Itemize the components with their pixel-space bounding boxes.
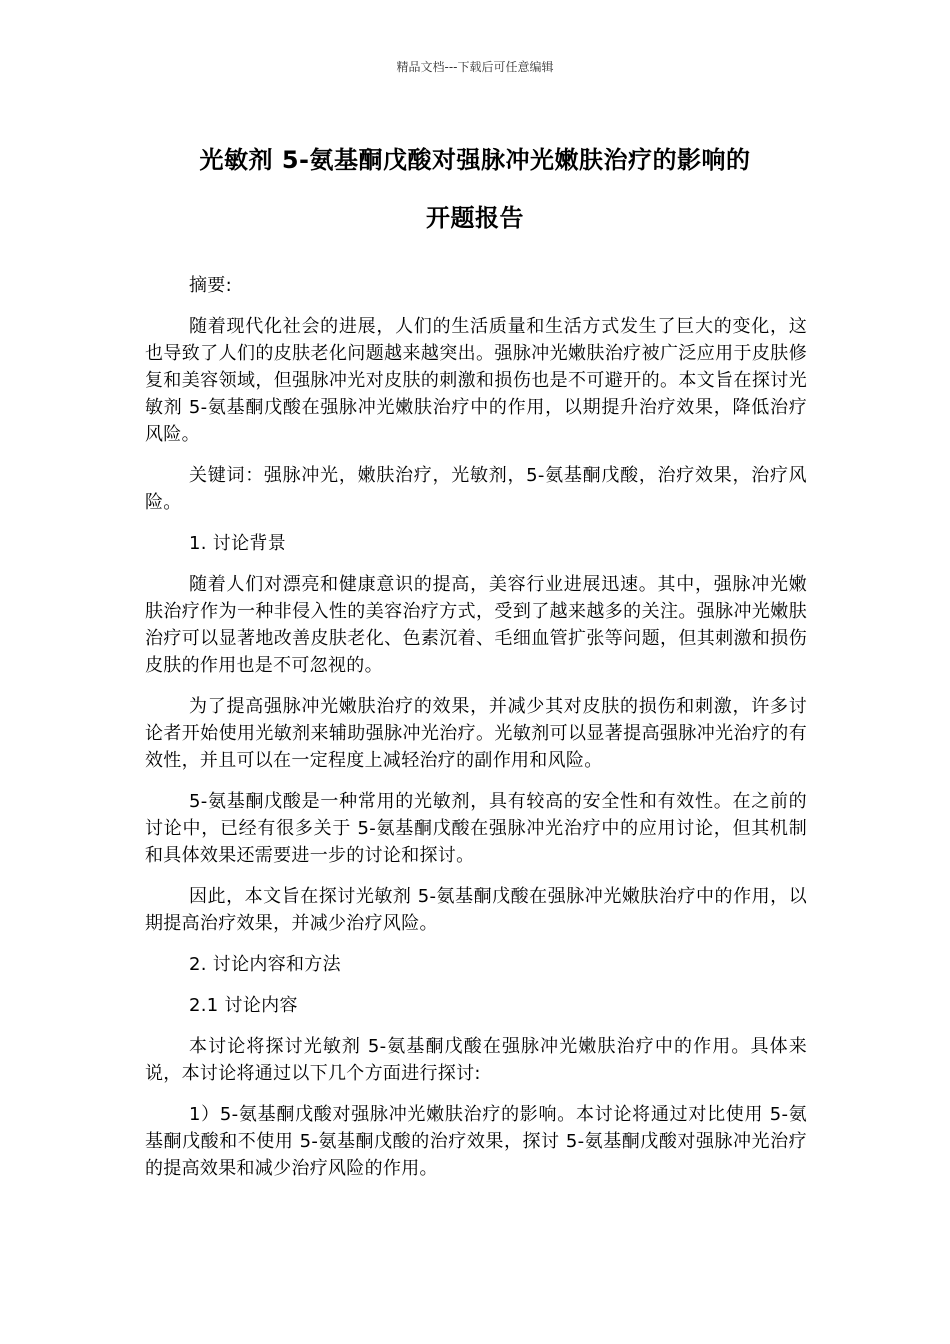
abstract-paragraph: 随着现代化社会的进展，人们的生活质量和生活方式发生了巨大的变化，这也导致了人们的皮肤老化问题越来越突出。强脉冲光嫩肤治疗被广泛应用于皮肤修复和美容领域，但强脉冲光对皮肤的刺激和损伤也是不可避开的。本文旨在探讨光敏剂 5-氨基酮戊酸在强脉冲光嫩肤治疗中的作用，以期提升治疗效果，降低治疗风险。 (145, 316, 807, 445)
keywords-paragraph: 关键词：强脉冲光，嫩肤治疗，光敏剂，5-氨基酮戊酸，治疗效果，治疗风险。 (145, 465, 807, 513)
section-heading-background: 1. 讨论背景 (189, 533, 286, 554)
content-paragraph-1: 本讨论将探讨光敏剂 5-氨基酮戊酸在强脉冲光嫩肤治疗中的作用。具体来说，本讨论将通过以下几个方面进行探讨: (145, 1036, 807, 1084)
title-line-1: 光敏剂 5-氨基酮戊酸对强脉冲光嫩肤治疗的影响的 (199, 146, 751, 174)
background-paragraph-4: 因此，本文旨在探讨光敏剂 5-氨基酮戊酸在强脉冲光嫩肤治疗中的作用，以期提高治疗效果，并减少治疗风险。 (145, 886, 807, 934)
content-paragraph-2: 1）5-氨基酮戊酸对强脉冲光嫩肤治疗的影响。本讨论将通过对比使用 5-氨基酮戊酸和不使用 5-氨基酮戊酸的治疗效果，探讨 5-氨基酮戊酸对强脉冲光治疗的提高效果和减少治疗风险的作用。 (145, 1104, 807, 1179)
title-line-2: 开题报告 (426, 204, 524, 232)
background-paragraph-1: 随着人们对漂亮和健康意识的提高，美容行业进展迅速。其中，强脉冲光嫩肤治疗作为一种非侵入性的美容治疗方式，受到了越来越多的关注。强脉冲光嫩肤治疗可以显著地改善皮肤老化、色素沉着、毛细血管扩张等问题，但其刺激和损伤皮肤的作用也是不可忽视的。 (145, 574, 807, 676)
subsection-heading-content: 2.1 讨论内容 (189, 995, 298, 1016)
section-heading-content-method: 2. 讨论内容和方法 (189, 954, 341, 975)
background-paragraph-3: 5-氨基酮戊酸是一种常用的光敏剂，具有较高的安全性和有效性。在之前的讨论中，已经有很多关于 5-氨基酮戊酸在强脉冲光治疗中的应用讨论，但其机制和具体效果还需要进一步的讨论和探讨。 (145, 791, 807, 866)
abstract-heading: 摘要: (189, 275, 232, 296)
background-paragraph-2: 为了提高强脉冲光嫩肤治疗的效果，并减少其对皮肤的损伤和刺激，许多讨论者开始使用光敏剂来辅助强脉冲光治疗。光敏剂可以显著提高强脉冲光治疗的有效性，并且可以在一定程度上减轻治疗的副作用和风险。 (145, 696, 807, 771)
document-body (145, 272, 807, 1196)
header-note: 精品文档---下载后可任意编辑 (396, 60, 554, 74)
